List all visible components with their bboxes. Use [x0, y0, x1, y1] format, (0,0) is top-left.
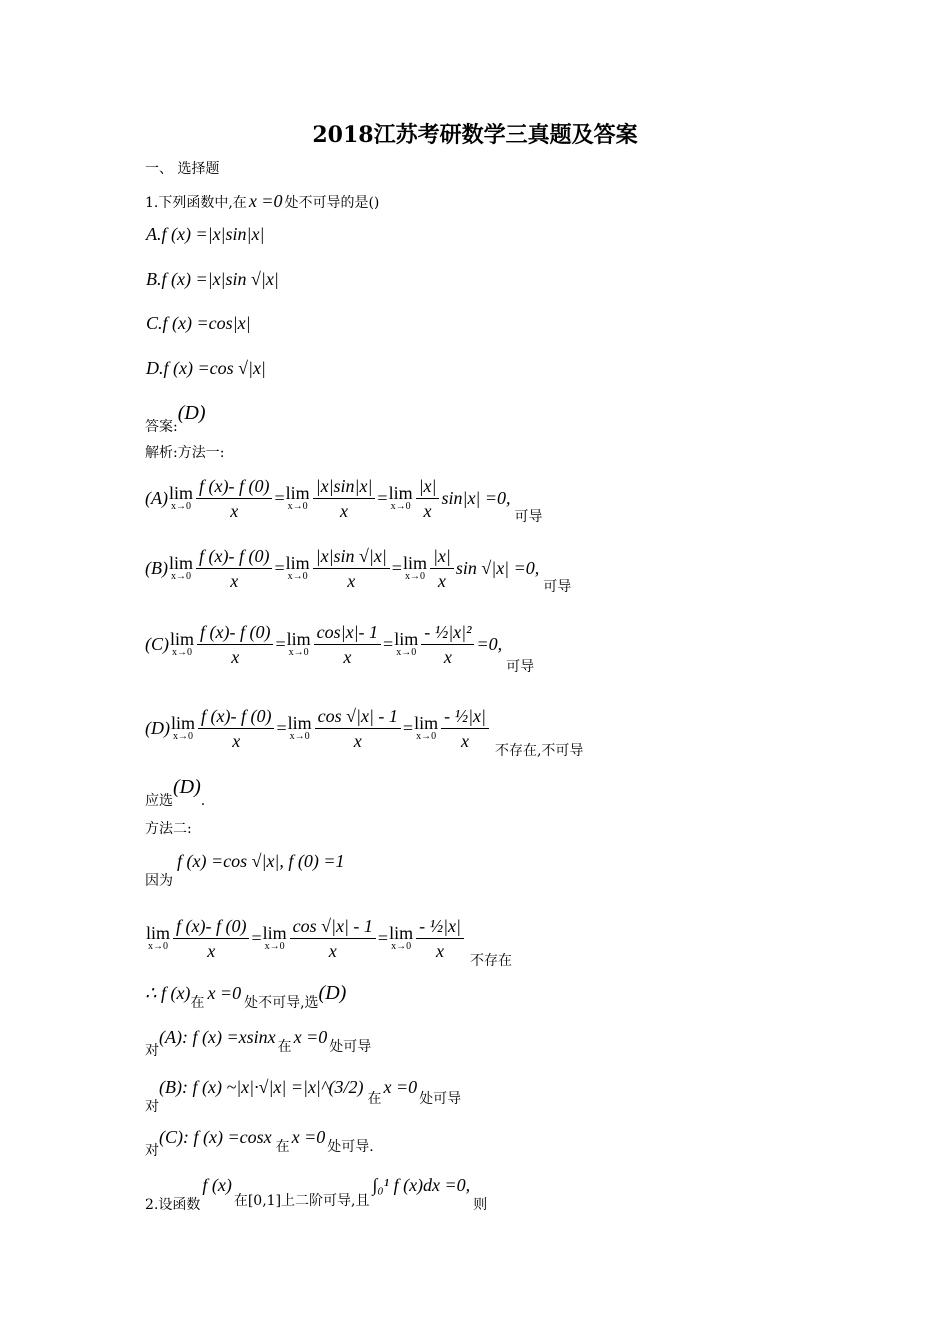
- fraction: $\frac{f (x)- f (0)}{x}$: [173, 914, 249, 963]
- q1-stem-prefix: 1.下列函数中,在: [145, 195, 247, 211]
- limit: lim x→0: [285, 483, 310, 512]
- fraction: $\frac{|x|\sin √|x|}{x}$: [313, 544, 390, 593]
- because-line: 因为f (x) =cos √|x|, f (0) =1: [145, 851, 345, 889]
- limit: lim x→0: [402, 553, 427, 582]
- limit: lim x→0: [170, 629, 195, 658]
- option-d: D.f (x) =cos √|x|: [146, 358, 266, 378]
- differentiable-note: 可导: [506, 659, 535, 675]
- analysis-c-equation: (C) lim x→0 $\frac{f (x)- f (0)}{x}$ = lim x→0 $\frac{\cos|x|- 1}{x}$ = lim x→0 $\frac{\text{- ½|x|²}}{x}$ =0, 可导: [145, 621, 535, 675]
- check-a-line: 对(A): f (x) =xsinx 在 x =0 处可导: [145, 1027, 372, 1059]
- method-2-equation: lim x→0 $\frac{f (x)- f (0)}{x}$ = lim x→0 $\frac{\cos √|x| - 1}{x}$ = lim x→0 $\frac{\text{- ½|x|}}{x}$ 不存在: [146, 915, 512, 969]
- answer-label: 答案:: [145, 419, 178, 435]
- answer-line: [145, 404, 205, 434]
- option-a: A.f (x) =|x|sin|x|: [146, 224, 265, 244]
- option-b: B.f (x) =|x|sin √|x|: [146, 269, 279, 289]
- analysis-b-equation: (B) lim x→0 $\frac{f (x)- f (0)}{x}$ = lim x→0 $\frac{|x|\sin √|x|}{x}$ = lim x→0 $\frac{|x|}{x}$ sin √|x| =0, 可导: [145, 545, 572, 595]
- method-2-label: 方法二:: [145, 821, 192, 837]
- choose-line: 应选(D).: [145, 776, 206, 809]
- limit: lim x→0: [286, 629, 311, 658]
- limit: lim x→0: [388, 483, 413, 512]
- limit: lim x→0: [262, 923, 287, 952]
- fraction: $\frac{f (x)- f (0)}{x}$: [196, 544, 272, 593]
- analysis-a-equation: (A) lim x→0 $\frac{f (x)- f (0)}{x}$ = lim x→0 $\frac{|x|\sin|x|}{x}$ = lim x→0 $\frac{|x|}{x}$ sin|x| =0, 可导: [145, 475, 543, 525]
- limit: lim x→0: [285, 553, 310, 582]
- option-c: C.f (x) =cos|x|: [146, 313, 251, 333]
- fraction: $\frac{f (x)- f (0)}{x}$: [196, 474, 272, 523]
- fraction: $\frac{\cos|x|- 1}{x}$: [314, 620, 381, 669]
- limit: lim x→0: [171, 713, 196, 742]
- analysis-label: 解析:方法一:: [145, 445, 225, 461]
- fraction: $\frac{\text{- ½|x|}}{x}$: [441, 704, 489, 753]
- limit: lim x→0: [168, 553, 193, 582]
- fraction: $\frac{f (x)- f (0)}{x}$: [198, 704, 274, 753]
- check-b-line: 对(B): f (x) ~|x|·√|x| =|x|^(3/2)在x =0处可导: [145, 1077, 462, 1115]
- fraction: $\frac{\cos √|x| - 1}{x}$: [315, 704, 401, 753]
- limit: lim x→0: [168, 483, 193, 512]
- fraction: $\frac{|x|}{x}$: [416, 474, 440, 523]
- a-label: (A): [145, 487, 168, 508]
- limit: lim x→0: [287, 713, 312, 742]
- fraction: $\frac{\cos √|x| - 1}{x}$: [290, 914, 376, 963]
- fraction: $\frac{f (x)- f (0)}{x}$: [197, 620, 273, 669]
- not-differentiable-note: 不存在,不可导: [494, 743, 584, 759]
- fraction: $\frac{\text{- ½|x|}}{x}$: [416, 914, 464, 963]
- fraction: $\frac{|x|}{x}$: [430, 544, 454, 593]
- d-label: (D): [145, 717, 170, 738]
- b-label: (B): [145, 557, 168, 578]
- limit: lim x→0: [389, 923, 414, 952]
- not-exist-note: 不存在: [469, 953, 512, 969]
- fraction: $\frac{\text{- ½|x|²}}{x}$: [421, 620, 474, 669]
- c-label: (C): [145, 633, 169, 654]
- differentiable-note: 可导: [543, 579, 572, 595]
- therefore-line: ∴ f (x)在 x =0 处不可导,选(D): [145, 982, 347, 1011]
- answer-value: (D): [177, 402, 206, 424]
- page-title: 2018江苏考研数学三真题及答案: [312, 122, 638, 148]
- fraction: $\frac{|x|\sin|x|}{x}$: [313, 474, 376, 523]
- check-c-line: 对(C): f (x) =cosx 在 x =0 处可导.: [145, 1127, 374, 1159]
- q1-stem-cond: x =0: [248, 191, 283, 211]
- differentiable-note: 可导: [514, 509, 543, 525]
- limit: lim x→0: [394, 629, 419, 658]
- section-heading: 一、 选择题: [145, 161, 220, 177]
- question-1-stem: [145, 192, 379, 212]
- analysis-d-equation: (D) lim x→0 $\frac{f (x)- f (0)}{x}$ = lim x→0 $\frac{\cos √|x| - 1}{x}$ = lim x→0 $\frac{\text{- ½|x|}}{x}$ 不存在,不可导: [145, 705, 584, 759]
- limit: lim x→0: [146, 923, 171, 952]
- limit: lim x→0: [414, 713, 439, 742]
- q1-stem-suffix: 处不可导的是(): [284, 195, 380, 211]
- question-2-stem: 2.设函数f (x)在[0,1]上二阶可导,且∫₀¹ f (x)dx =0,则: [145, 1175, 488, 1213]
